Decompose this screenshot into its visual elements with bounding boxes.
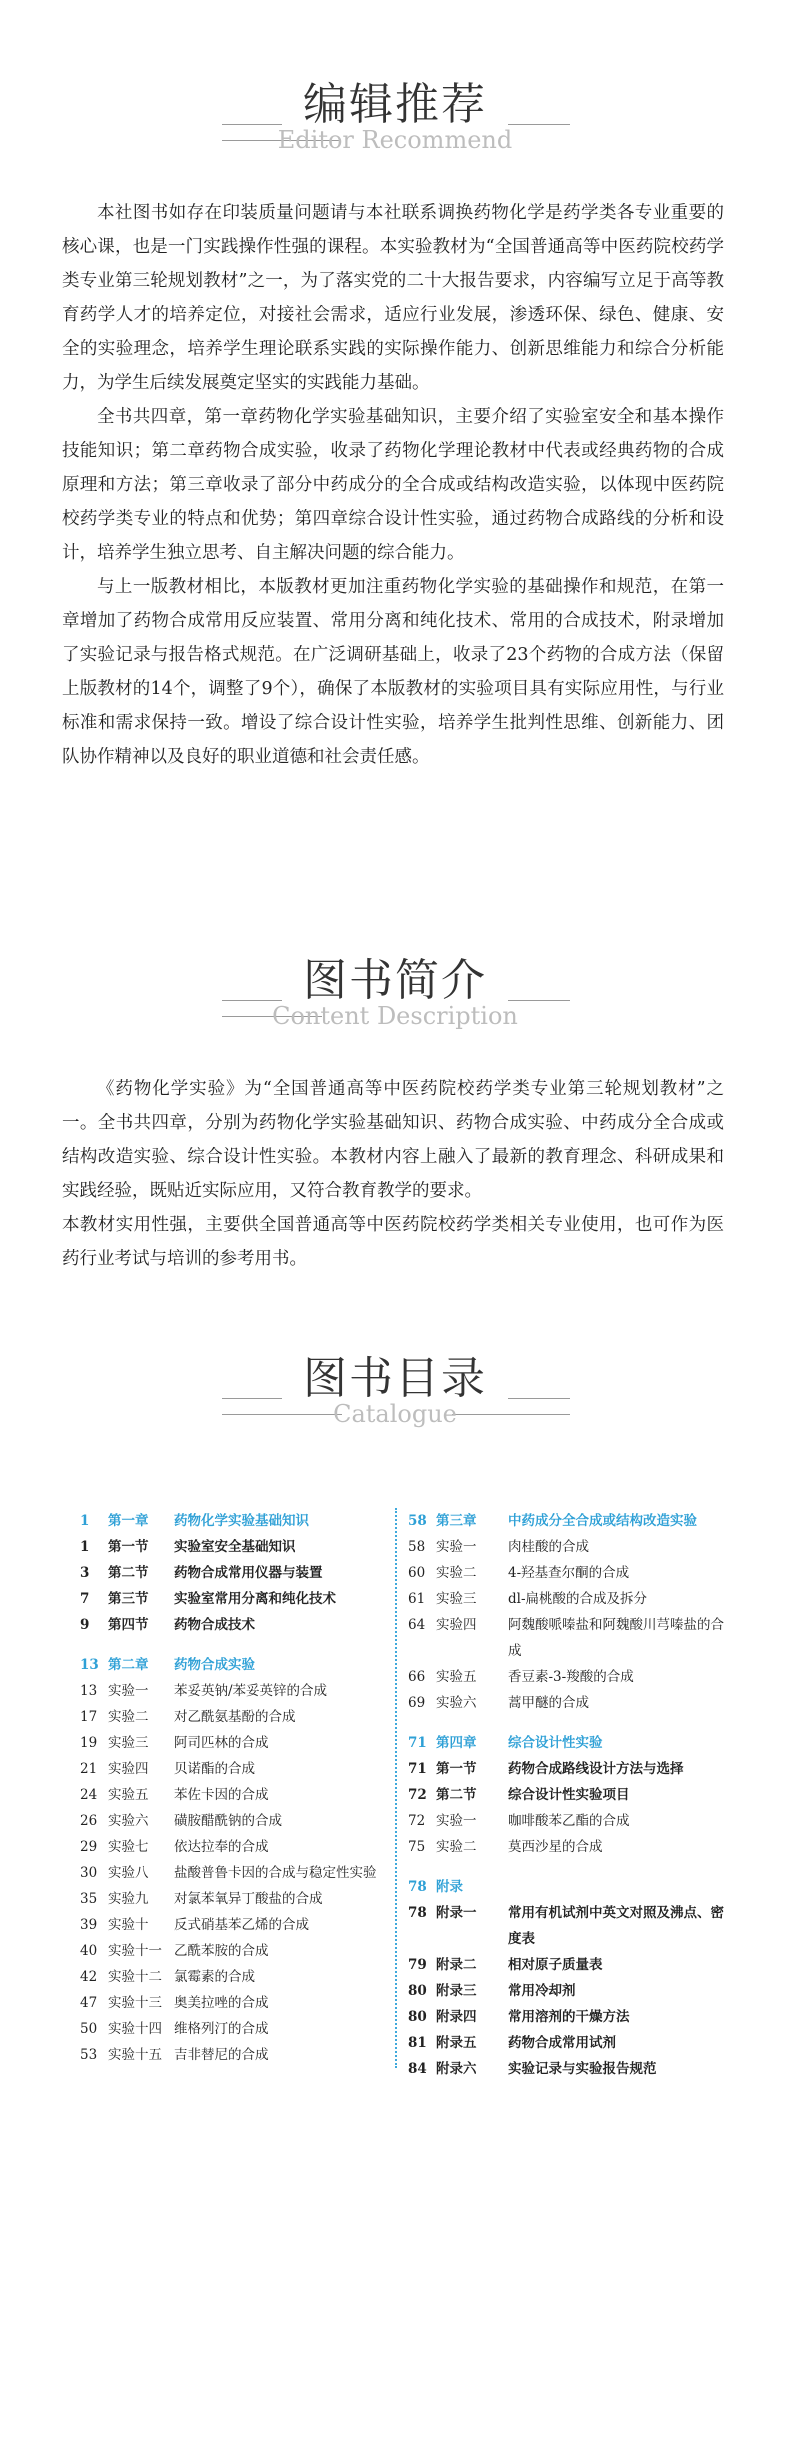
toc-entry-name: 药物合成常用试剂 [508, 2035, 616, 2051]
toc-entry [80, 1990, 380, 2016]
toc-entry [408, 1782, 728, 1808]
intro-paragraph: 《药物化学实验》为“全国普通高等中医药院校药学类专业第三轮规划教材”之一。全书共四章，分别为药物化学实验基础知识、药物合成实验、中药成分全合成或结构改造实验、综合设计性实验。本教材内容上融入了最新的教育理念、科研成果和实践经验，既贴近实际应用，又符合教育教学的要求。 [62, 1079, 724, 1201]
toc-entry-label: 实验三 [108, 1735, 149, 1751]
toc-page-number: 78 [408, 1905, 427, 1921]
toc-entry-label: 实验六 [108, 1813, 149, 1829]
toc-page-number: 19 [80, 1735, 98, 1751]
toc-entry-label: 第二节 [108, 1565, 149, 1581]
toc-chapter [408, 1730, 728, 1756]
intro-body [62, 1072, 724, 1276]
toc-entry-name: 药物合成路线设计方法与选择 [508, 1761, 684, 1777]
toc-entry-label: 实验二 [108, 1709, 149, 1725]
toc-page-number: 42 [80, 1969, 98, 1985]
toc-page-number: 24 [80, 1787, 98, 1803]
toc-entry-name: 药物化学实验基础知识 [174, 1513, 309, 1529]
toc-title: 图书目录 [303, 1353, 487, 1404]
toc-entry [408, 2030, 728, 2056]
toc-entry-name: 莫西沙星的合成 [508, 1839, 603, 1855]
toc-entry-name: 香豆素-3-羧酸的合成 [508, 1669, 634, 1685]
toc-page-number: 17 [80, 1709, 98, 1725]
toc-entry [408, 1834, 728, 1860]
toc-entry-name: 乙酰苯胺的合成 [174, 1943, 269, 1959]
toc-page-number: 13 [80, 1657, 99, 1673]
toc-entry-label: 实验十一 [108, 1943, 162, 1959]
toc-entry-name: 药物合成技术 [174, 1617, 255, 1633]
toc-entry [80, 1860, 380, 1886]
toc-page-number: 3 [80, 1565, 90, 1581]
toc-entry [80, 1938, 380, 1964]
toc-page-number: 39 [80, 1917, 98, 1933]
toc-section-header [0, 1342, 790, 1442]
toc-page-number: 21 [80, 1761, 98, 1777]
toc-page-number: 47 [80, 1995, 98, 2011]
toc-entry [408, 1756, 728, 1782]
toc-entry-name: 反式硝基苯乙烯的合成 [174, 1917, 309, 1933]
toc-entry-label: 实验二 [436, 1565, 477, 1581]
toc-page-number: 75 [408, 1839, 426, 1855]
editor-title: 编辑推荐 [303, 79, 487, 130]
toc-entry-name: 综合设计性实验 [508, 1735, 603, 1751]
editor-paragraph: 本社图书如存在印装质量问题请与本社联系调换药物化学是药学类各专业重要的核心课，也是一门实践操作性强的课程。本实验教材为“全国普通高等中医药院校药学类专业第三轮规划教材”之一，为了落实党的二十大报告要求，内容编写立足于高等教育药学人才的培养定位，对接社会需求，适应行业发展，渗透环保、绿色、健康、安全的实验理念，培养学生理论联系实践的实际操作能力、创新思维能力和综合分析能力，为学生后续发展奠定坚实的实践能力基础。 [62, 203, 724, 393]
toc-entry [408, 1534, 728, 1560]
toc-page-number: 66 [408, 1669, 426, 1685]
toc-entry [80, 1834, 380, 1860]
toc-entry [408, 1978, 728, 2004]
toc-entry-name: 综合设计性实验项目 [508, 1787, 630, 1803]
toc-entry [80, 1586, 380, 1612]
toc-subtitle: Catalogue [333, 1400, 457, 1428]
toc-entry [408, 1900, 728, 1952]
toc-page-number: 71 [408, 1735, 427, 1751]
toc-entry [80, 2016, 380, 2042]
toc-entry-label: 第一节 [108, 1539, 149, 1555]
toc-entry-label: 实验一 [436, 1813, 477, 1829]
toc-page-number: 30 [80, 1865, 98, 1881]
toc-entry-name: 常用冷却剂 [508, 1983, 576, 1999]
toc-page-number: 80 [408, 1983, 427, 1999]
editor-subtitle: Editor Recommend [277, 126, 513, 154]
toc-page-number: 81 [408, 2035, 427, 2051]
header-line-right [508, 1398, 570, 1399]
toc-entry-name: 蒿甲醚的合成 [508, 1695, 589, 1711]
toc-entry-label: 实验五 [436, 1669, 477, 1685]
toc-entry-label: 附录一 [436, 1905, 477, 1921]
toc-entry-label: 实验十二 [108, 1969, 162, 1985]
toc-page-number: 40 [80, 1943, 98, 1959]
toc-page-number: 72 [408, 1787, 427, 1803]
toc-entry [408, 1664, 728, 1690]
toc-entry-name: 实验室常用分离和纯化技术 [174, 1591, 336, 1607]
toc-entry [408, 1612, 728, 1664]
toc-entry-label: 实验十三 [108, 1995, 162, 2011]
toc-entry-name: 对氯苯氧异丁酸盐的合成 [174, 1891, 323, 1907]
toc-entry-name: 依达拉奉的合成 [174, 1839, 269, 1855]
editor-paragraph: 全书共四章，第一章药物化学实验基础知识，主要介绍了实验室安全和基本操作技能知识；第二章药物合成实验，收录了药物化学理论教材中代表或经典药物的合成原理和方法；第三章收录了部分中药成分的全合成或结构改造实验，以体现中医药院校药学类专业的特点和优势；第四章综合设计性实验，通过药物合成路线的分析和设计，培养学生独立思考、自主解决问题的综合能力。 [62, 407, 724, 563]
toc-entry [80, 1678, 380, 1704]
toc-page-number: 7 [80, 1591, 90, 1607]
toc-page-number: 80 [408, 2009, 427, 2025]
toc-page-number: 26 [80, 1813, 98, 1829]
toc-entry [80, 1886, 380, 1912]
toc-entry-name: 常用溶剂的干燥方法 [508, 2009, 630, 2025]
toc-entry-label: 附录四 [436, 2009, 477, 2025]
toc-page-number: 58 [408, 1539, 426, 1555]
toc-entry-label: 第三章 [436, 1513, 477, 1529]
toc-entry [80, 1560, 380, 1586]
toc-entry-name: dl-扁桃酸的合成及拆分 [508, 1591, 648, 1607]
toc-page-number: 1 [80, 1513, 90, 1529]
toc-entry-label: 第一节 [436, 1761, 477, 1777]
toc-page-number: 35 [80, 1891, 98, 1907]
toc-entry [80, 1612, 380, 1638]
toc-entry [408, 1560, 728, 1586]
toc-entry-label: 附录三 [436, 1983, 477, 1999]
toc-entry-label: 实验八 [108, 1865, 149, 1881]
toc-entry-name: 苯妥英钠/苯妥英锌的合成 [174, 1683, 328, 1699]
toc-entry-name: 4-羟基查尔酮的合成 [508, 1565, 630, 1581]
toc-entry [408, 1586, 728, 1612]
toc-entry [80, 1964, 380, 1990]
toc-entry [80, 1534, 380, 1560]
toc-entry-label: 实验六 [436, 1695, 477, 1711]
toc-right-column [408, 1508, 728, 2082]
toc-entry-name: 阿魏酸哌嗪盐和阿魏酸川芎嗪盐的合成 [508, 1617, 724, 1659]
toc-page-number: 58 [408, 1513, 427, 1529]
toc-entry-name: 药物合成实验 [174, 1657, 255, 1673]
toc-entry-label: 实验九 [108, 1891, 149, 1907]
toc-entry-name: 氯霉素的合成 [174, 1969, 255, 1985]
toc-divider [395, 1508, 397, 2068]
toc-entry [408, 1952, 728, 1978]
toc-page-number: 61 [408, 1591, 426, 1607]
toc-entry-name: 实验室安全基础知识 [174, 1539, 296, 1555]
toc-entry-label: 附录 [436, 1879, 463, 1895]
toc-entry-label: 实验十四 [108, 2021, 162, 2037]
toc-entry [408, 1808, 728, 1834]
toc-page-number: 29 [80, 1839, 98, 1855]
toc-entry [80, 2042, 380, 2068]
toc-page-number: 50 [80, 2021, 98, 2037]
toc-entry-name: 吉非替尼的合成 [174, 2047, 269, 2063]
toc-page-number: 79 [408, 1957, 427, 1973]
toc-entry [80, 1808, 380, 1834]
toc-entry [408, 2004, 728, 2030]
toc-entry-name: 盐酸普鲁卡因的合成与稳定性实验 [174, 1865, 377, 1881]
toc-entry-label: 实验四 [436, 1617, 477, 1633]
toc-page-number: 69 [408, 1695, 426, 1711]
toc-entry-name: 磺胺醋酰钠的合成 [174, 1813, 282, 1829]
toc-page-number: 13 [80, 1683, 98, 1699]
toc-entry-label: 附录六 [436, 2061, 477, 2077]
toc-entry-label: 实验七 [108, 1839, 149, 1855]
toc-entry-label: 附录二 [436, 1957, 477, 1973]
toc-entry-name: 肉桂酸的合成 [508, 1539, 589, 1555]
toc-entry-label: 第二章 [108, 1657, 149, 1673]
toc-entry-label: 实验二 [436, 1839, 477, 1855]
toc-page-number: 78 [408, 1879, 427, 1895]
toc-entry-name: 贝诺酯的合成 [174, 1761, 255, 1777]
toc-entry-label: 第一章 [108, 1513, 149, 1529]
toc-chapter [408, 1508, 728, 1534]
toc-chapter [80, 1652, 380, 1678]
toc-page-number: 71 [408, 1761, 427, 1777]
toc-entry-label: 第二节 [436, 1787, 477, 1803]
toc-left-column [80, 1508, 380, 2068]
toc-page-number: 60 [408, 1565, 426, 1581]
toc-entry [408, 1690, 728, 1716]
toc-entry-name: 苯佐卡因的合成 [174, 1787, 269, 1803]
toc-page-number: 9 [80, 1617, 90, 1633]
toc-entry-name: 对乙酰氨基酚的合成 [174, 1709, 296, 1725]
toc-spacer [408, 1716, 728, 1730]
editor-section-header [0, 68, 790, 168]
toc-entry-label: 实验十 [108, 1917, 149, 1933]
toc-entry-name: 相对原子质量表 [508, 1957, 603, 1973]
toc-entry-name: 维格列汀的合成 [174, 2021, 269, 2037]
header-line-right [508, 1000, 570, 1001]
toc-entry-name: 咖啡酸苯乙酯的合成 [508, 1813, 630, 1829]
editor-body [62, 196, 724, 774]
toc-chapter [80, 1508, 380, 1534]
toc-entry-label: 第四节 [108, 1617, 149, 1633]
toc-entry-name: 实验记录与实验报告规范 [508, 2061, 657, 2077]
toc-page-number: 72 [408, 1813, 426, 1829]
toc-entry-name: 奥美拉唑的合成 [174, 1995, 269, 2011]
toc-entry-label: 实验四 [108, 1761, 149, 1777]
toc-entry-label: 第四章 [436, 1735, 477, 1751]
toc-page-number: 53 [80, 2047, 98, 2063]
toc-entry-label: 实验一 [436, 1539, 477, 1555]
toc-entry-label: 实验五 [108, 1787, 149, 1803]
intro-subtitle: Content Description [272, 1002, 518, 1030]
toc-entry-name: 中药成分全合成或结构改造实验 [508, 1513, 697, 1529]
toc-entry-label: 附录五 [436, 2035, 477, 2051]
toc-entry [80, 1756, 380, 1782]
toc-page-number: 1 [80, 1539, 90, 1555]
toc-page-number: 64 [408, 1617, 426, 1633]
intro-paragraph: 本教材实用性强，主要供全国普通高等中医药院校药学类相关专业使用，也可作为医药行业考试与培训的参考用书。 [62, 1215, 724, 1269]
intro-section-header [0, 944, 790, 1044]
toc-entry-name: 常用有机试剂中英文对照及沸点、密度表 [508, 1905, 724, 1947]
toc-entry-name: 阿司匹林的合成 [174, 1735, 269, 1751]
toc-entry [80, 1730, 380, 1756]
header-line-right [508, 124, 570, 125]
toc-spacer [80, 1638, 380, 1652]
toc-entry-label: 实验十五 [108, 2047, 162, 2063]
toc-chapter [408, 1874, 728, 1900]
toc-entry [80, 1912, 380, 1938]
toc-entry [80, 1782, 380, 1808]
toc-entry [408, 2056, 728, 2082]
toc-entry-name: 药物合成常用仪器与装置 [174, 1565, 323, 1581]
toc-entry-label: 实验一 [108, 1683, 149, 1699]
editor-paragraph: 与上一版教材相比，本版教材更加注重药物化学实验的基础操作和规范，在第一章增加了药物合成常用反应装置、常用分离和纯化技术、常用的合成技术，附录增加了实验记录与报告格式规范。在广泛调研基础上，收录了23个药物的合成方法（保留上版教材的14个，调整了9个），确保了本版教材的实验项目具有实际应用性，与行业标准和需求保持一致。增设了综合设计性实验，培养学生批判性思维、创新能力、团队协作精神以及良好的职业道德和社会责任感。 [62, 577, 724, 767]
toc-entry [80, 1704, 380, 1730]
intro-title: 图书简介 [303, 955, 487, 1006]
toc-page-number: 84 [408, 2061, 427, 2077]
toc-spacer [408, 1860, 728, 1874]
toc-entry-label: 第三节 [108, 1591, 149, 1607]
toc-entry-label: 实验三 [436, 1591, 477, 1607]
